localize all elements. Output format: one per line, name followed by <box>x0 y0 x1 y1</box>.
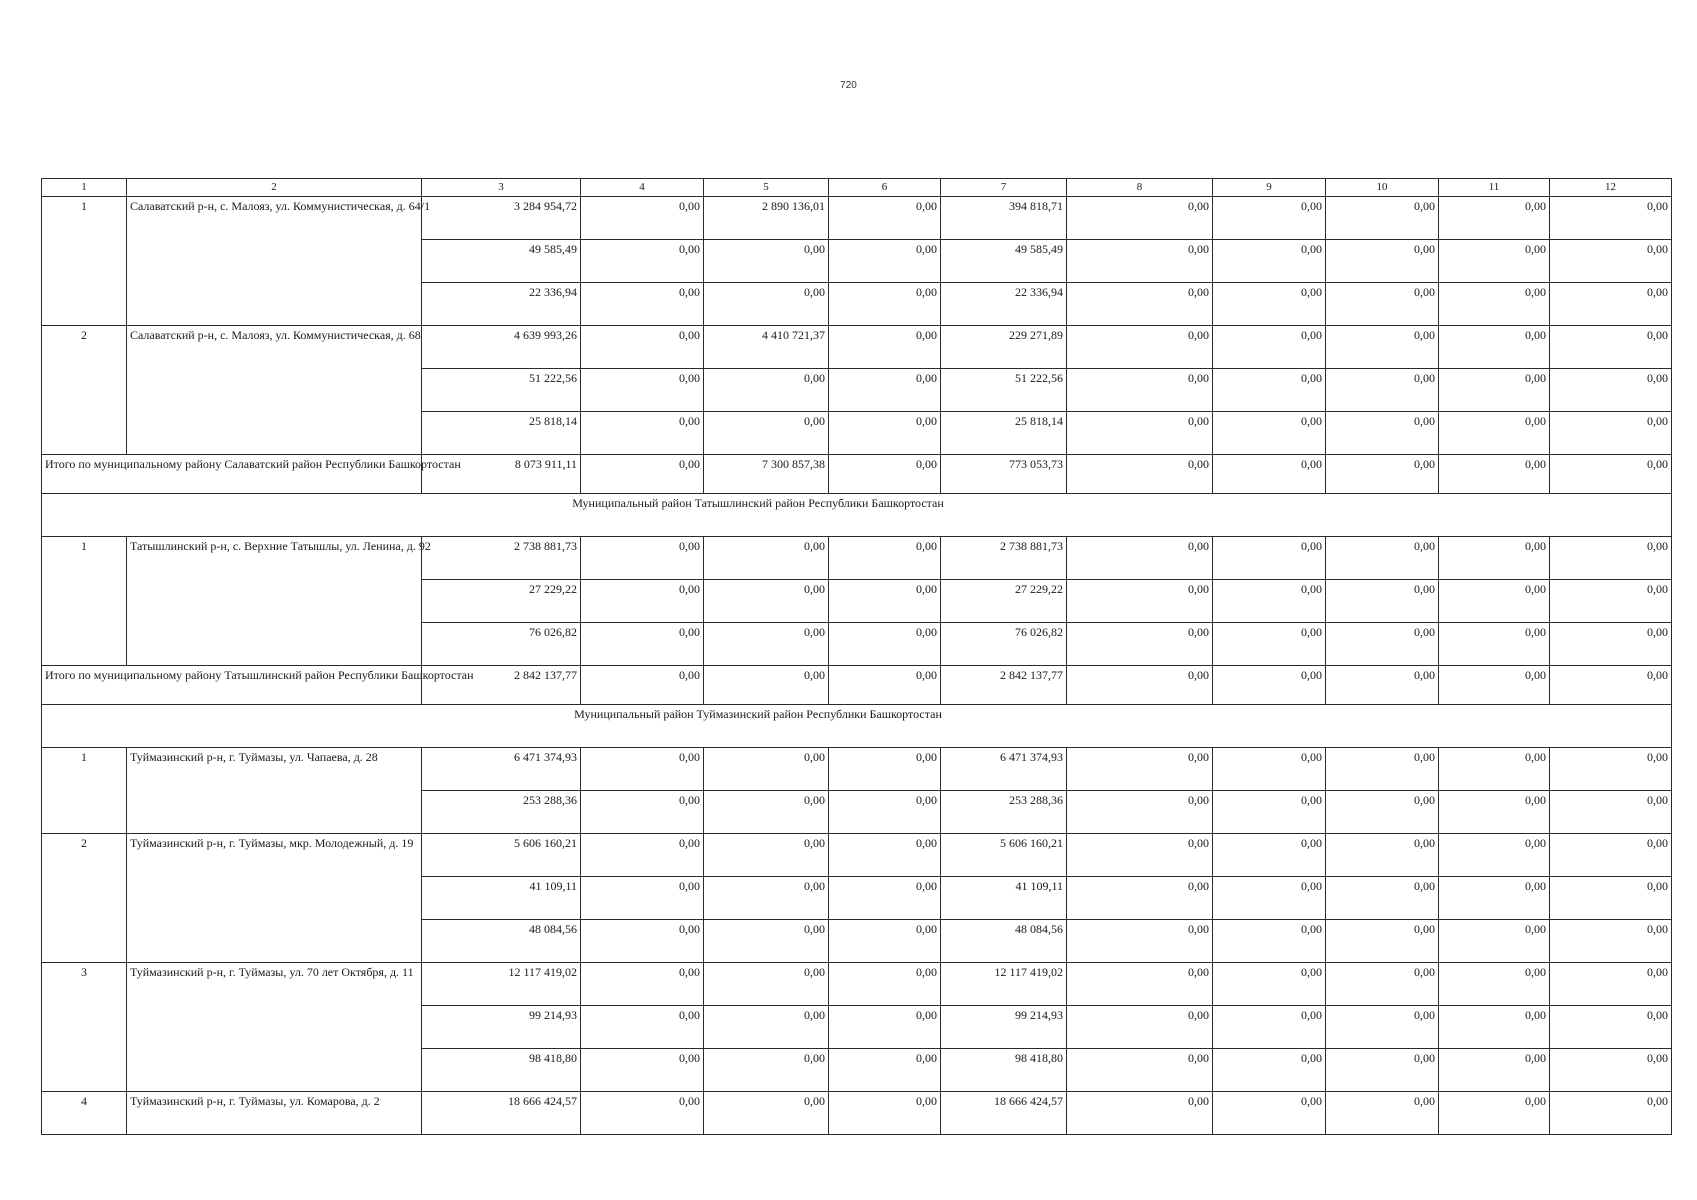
total-value-cell: 0,00 <box>581 666 704 705</box>
value-cell: 0,00 <box>1213 537 1326 580</box>
value-cell: 0,00 <box>704 920 829 963</box>
value-cell: 0,00 <box>1326 369 1439 412</box>
value-cell: 0,00 <box>1213 580 1326 623</box>
total-value-cell: 0,00 <box>1550 666 1672 705</box>
table-row <box>42 748 1672 791</box>
value-cell: 41 109,11 <box>941 877 1067 920</box>
value-cell: 0,00 <box>581 412 704 455</box>
value-cell: 0,00 <box>1439 623 1550 666</box>
column-number-cell: 4 <box>581 179 704 197</box>
object-address: Салаватский р-н, с. Малояз, ул. Коммунистическая, д. 64/1 <box>127 197 422 326</box>
value-cell: 0,00 <box>1550 877 1672 920</box>
value-cell: 0,00 <box>1550 791 1672 834</box>
table-body <box>42 179 1672 1135</box>
value-cell: 25 818,14 <box>941 412 1067 455</box>
value-cell: 0,00 <box>1326 748 1439 791</box>
value-cell: 0,00 <box>829 1092 941 1135</box>
value-cell: 0,00 <box>581 1049 704 1092</box>
value-cell: 0,00 <box>581 623 704 666</box>
value-cell: 0,00 <box>704 1092 829 1135</box>
value-cell: 0,00 <box>1439 834 1550 877</box>
value-cell: 0,00 <box>1067 1006 1213 1049</box>
column-number-cell: 6 <box>829 179 941 197</box>
value-cell: 27 229,22 <box>941 580 1067 623</box>
value-cell: 0,00 <box>1439 326 1550 369</box>
total-value-cell: 0,00 <box>829 455 941 494</box>
value-cell: 0,00 <box>1439 877 1550 920</box>
value-cell: 0,00 <box>1550 963 1672 1006</box>
value-cell: 0,00 <box>1213 283 1326 326</box>
value-cell: 25 818,14 <box>422 412 581 455</box>
value-cell: 0,00 <box>1550 369 1672 412</box>
value-cell: 12 117 419,02 <box>422 963 581 1006</box>
value-cell: 0,00 <box>1067 283 1213 326</box>
value-cell: 5 606 160,21 <box>941 834 1067 877</box>
district-total-row <box>42 455 1672 494</box>
value-cell: 18 666 424,57 <box>941 1092 1067 1135</box>
value-cell: 99 214,93 <box>422 1006 581 1049</box>
object-address: Татышлинский р-н, с. Верхние Татышлы, ул. Ленина, д. 92 <box>127 537 422 666</box>
value-cell: 0,00 <box>704 748 829 791</box>
value-cell: 0,00 <box>1439 1092 1550 1135</box>
value-cell: 0,00 <box>1326 834 1439 877</box>
value-cell: 51 222,56 <box>422 369 581 412</box>
value-cell: 0,00 <box>1067 240 1213 283</box>
value-cell: 0,00 <box>704 877 829 920</box>
value-cell: 0,00 <box>1326 412 1439 455</box>
value-cell: 0,00 <box>829 1049 941 1092</box>
object-address: Туймазинский р-н, г. Туймазы, ул. 70 лет Октября, д. 11 <box>127 963 422 1092</box>
value-cell: 0,00 <box>829 240 941 283</box>
value-cell: 0,00 <box>1550 412 1672 455</box>
column-number-cell: 5 <box>704 179 829 197</box>
value-cell: 4 410 721,37 <box>704 326 829 369</box>
value-cell: 0,00 <box>829 326 941 369</box>
value-cell: 253 288,36 <box>422 791 581 834</box>
value-cell: 253 288,36 <box>941 791 1067 834</box>
value-cell: 0,00 <box>1326 791 1439 834</box>
value-cell: 0,00 <box>1067 920 1213 963</box>
value-cell: 0,00 <box>1326 537 1439 580</box>
value-cell: 0,00 <box>829 963 941 1006</box>
value-cell: 3 284 954,72 <box>422 197 581 240</box>
value-cell: 98 418,80 <box>941 1049 1067 1092</box>
value-cell: 0,00 <box>1067 326 1213 369</box>
district-section-row <box>42 705 1672 748</box>
column-number-cell: 12 <box>1550 179 1672 197</box>
value-cell: 0,00 <box>1067 877 1213 920</box>
value-cell: 0,00 <box>1067 748 1213 791</box>
value-cell: 0,00 <box>1439 240 1550 283</box>
value-cell: 0,00 <box>829 197 941 240</box>
value-cell: 0,00 <box>1439 580 1550 623</box>
value-cell: 0,00 <box>1326 1006 1439 1049</box>
value-cell: 98 418,80 <box>422 1049 581 1092</box>
value-cell: 0,00 <box>1550 1049 1672 1092</box>
value-cell: 0,00 <box>704 1049 829 1092</box>
table-row <box>42 1092 1672 1135</box>
value-cell: 6 471 374,93 <box>422 748 581 791</box>
value-cell: 0,00 <box>1550 326 1672 369</box>
district-section-title: Муниципальный район Туймазинский район Республики Башкортостан <box>42 705 1672 748</box>
value-cell: 0,00 <box>1213 623 1326 666</box>
table-row <box>42 326 1672 369</box>
district-section-row <box>42 494 1672 537</box>
district-total-label: Итого по муниципальному району Татышлинский район Республики Башкортостан <box>42 666 422 705</box>
object-index: 1 <box>42 197 127 326</box>
value-cell: 0,00 <box>829 369 941 412</box>
value-cell: 0,00 <box>1550 197 1672 240</box>
value-cell: 0,00 <box>1213 748 1326 791</box>
total-value-cell: 0,00 <box>1067 666 1213 705</box>
value-cell: 0,00 <box>704 1006 829 1049</box>
object-address: Салаватский р-н, с. Малояз, ул. Коммунистическая, д. 68 <box>127 326 422 455</box>
value-cell: 0,00 <box>1213 920 1326 963</box>
total-value-cell: 2 842 137,77 <box>941 666 1067 705</box>
value-cell: 49 585,49 <box>941 240 1067 283</box>
value-cell: 41 109,11 <box>422 877 581 920</box>
value-cell: 0,00 <box>1067 1092 1213 1135</box>
district-total-label: Итого по муниципальному району Салаватский район Республики Башкортостан <box>42 455 422 494</box>
total-value-cell: 0,00 <box>829 666 941 705</box>
value-cell: 0,00 <box>1439 197 1550 240</box>
value-cell: 12 117 419,02 <box>941 963 1067 1006</box>
value-cell: 0,00 <box>829 791 941 834</box>
value-cell: 0,00 <box>1067 791 1213 834</box>
total-value-cell: 0,00 <box>1326 666 1439 705</box>
value-cell: 0,00 <box>1550 1092 1672 1135</box>
value-cell: 0,00 <box>1550 537 1672 580</box>
value-cell: 0,00 <box>1213 197 1326 240</box>
column-number-row <box>42 179 1672 197</box>
value-cell: 0,00 <box>581 580 704 623</box>
value-cell: 229 271,89 <box>941 326 1067 369</box>
value-cell: 0,00 <box>1326 963 1439 1006</box>
district-section-title: Муниципальный район Татышлинский район Республики Башкортостан <box>42 494 1672 537</box>
value-cell: 0,00 <box>829 748 941 791</box>
object-address: Туймазинский р-н, г. Туймазы, ул. Чапаева, д. 28 <box>127 748 422 834</box>
value-cell: 22 336,94 <box>941 283 1067 326</box>
value-cell: 51 222,56 <box>941 369 1067 412</box>
column-number-cell: 8 <box>1067 179 1213 197</box>
page-number: 720 <box>840 80 857 91</box>
value-cell: 0,00 <box>704 283 829 326</box>
value-cell: 0,00 <box>1326 197 1439 240</box>
value-cell: 0,00 <box>1213 834 1326 877</box>
value-cell: 0,00 <box>1213 369 1326 412</box>
value-cell: 0,00 <box>581 877 704 920</box>
object-index: 3 <box>42 963 127 1092</box>
column-number-cell: 7 <box>941 179 1067 197</box>
total-value-cell: 0,00 <box>1550 455 1672 494</box>
value-cell: 0,00 <box>1213 791 1326 834</box>
value-cell: 0,00 <box>704 537 829 580</box>
value-cell: 0,00 <box>704 412 829 455</box>
value-cell: 0,00 <box>1213 412 1326 455</box>
value-cell: 0,00 <box>704 834 829 877</box>
value-cell: 0,00 <box>1550 283 1672 326</box>
value-cell: 0,00 <box>581 748 704 791</box>
value-cell: 0,00 <box>1439 537 1550 580</box>
value-cell: 0,00 <box>829 580 941 623</box>
value-cell: 0,00 <box>581 537 704 580</box>
value-cell: 0,00 <box>581 1006 704 1049</box>
value-cell: 0,00 <box>1213 1006 1326 1049</box>
value-cell: 0,00 <box>829 412 941 455</box>
object-address: Туймазинский р-н, г. Туймазы, ул. Комарова, д. 2 <box>127 1092 422 1135</box>
total-value-cell: 0,00 <box>1213 455 1326 494</box>
value-cell: 76 026,82 <box>941 623 1067 666</box>
value-cell: 0,00 <box>581 791 704 834</box>
value-cell: 0,00 <box>1213 1092 1326 1135</box>
value-cell: 0,00 <box>581 283 704 326</box>
value-cell: 0,00 <box>1439 963 1550 1006</box>
value-cell: 0,00 <box>829 920 941 963</box>
value-cell: 0,00 <box>1550 623 1672 666</box>
table-row <box>42 963 1672 1006</box>
value-cell: 0,00 <box>1067 412 1213 455</box>
value-cell: 0,00 <box>581 834 704 877</box>
value-cell: 0,00 <box>1213 877 1326 920</box>
value-cell: 0,00 <box>704 240 829 283</box>
district-total-row <box>42 666 1672 705</box>
value-cell: 0,00 <box>1550 834 1672 877</box>
value-cell: 0,00 <box>1326 920 1439 963</box>
register-table <box>41 178 1672 1135</box>
value-cell: 0,00 <box>829 623 941 666</box>
value-cell: 0,00 <box>1550 1006 1672 1049</box>
total-value-cell: 0,00 <box>1213 666 1326 705</box>
value-cell: 0,00 <box>704 580 829 623</box>
value-cell: 0,00 <box>829 1006 941 1049</box>
value-cell: 0,00 <box>581 1092 704 1135</box>
value-cell: 0,00 <box>1213 240 1326 283</box>
value-cell: 0,00 <box>704 791 829 834</box>
total-value-cell: 0,00 <box>1439 666 1550 705</box>
value-cell: 394 818,71 <box>941 197 1067 240</box>
value-cell: 2 890 136,01 <box>704 197 829 240</box>
value-cell: 49 585,49 <box>422 240 581 283</box>
total-value-cell: 773 053,73 <box>941 455 1067 494</box>
value-cell: 0,00 <box>704 623 829 666</box>
value-cell: 0,00 <box>1326 240 1439 283</box>
value-cell: 0,00 <box>1326 623 1439 666</box>
table-row <box>42 834 1672 877</box>
value-cell: 0,00 <box>1439 748 1550 791</box>
value-cell: 2 738 881,73 <box>422 537 581 580</box>
value-cell: 5 606 160,21 <box>422 834 581 877</box>
value-cell: 0,00 <box>1213 963 1326 1006</box>
value-cell: 0,00 <box>829 537 941 580</box>
value-cell: 0,00 <box>1213 1049 1326 1092</box>
value-cell: 0,00 <box>1439 412 1550 455</box>
value-cell: 0,00 <box>1439 369 1550 412</box>
value-cell: 0,00 <box>1326 283 1439 326</box>
object-index: 2 <box>42 834 127 963</box>
total-value-cell: 0,00 <box>1439 455 1550 494</box>
value-cell: 2 738 881,73 <box>941 537 1067 580</box>
total-value-cell: 8 073 911,11 <box>422 455 581 494</box>
value-cell: 0,00 <box>1439 791 1550 834</box>
value-cell: 0,00 <box>1439 1049 1550 1092</box>
table-row <box>42 197 1672 240</box>
value-cell: 0,00 <box>1550 240 1672 283</box>
table-row <box>42 537 1672 580</box>
value-cell: 0,00 <box>581 963 704 1006</box>
value-cell: 99 214,93 <box>941 1006 1067 1049</box>
value-cell: 0,00 <box>1067 580 1213 623</box>
value-cell: 0,00 <box>1326 1092 1439 1135</box>
value-cell: 0,00 <box>581 369 704 412</box>
total-value-cell: 0,00 <box>1326 455 1439 494</box>
value-cell: 0,00 <box>829 283 941 326</box>
value-cell: 48 084,56 <box>941 920 1067 963</box>
value-cell: 0,00 <box>1067 834 1213 877</box>
total-value-cell: 0,00 <box>1067 455 1213 494</box>
value-cell: 27 229,22 <box>422 580 581 623</box>
value-cell: 0,00 <box>1326 877 1439 920</box>
total-value-cell: 2 842 137,77 <box>422 666 581 705</box>
value-cell: 18 666 424,57 <box>422 1092 581 1135</box>
total-value-cell: 7 300 857,38 <box>704 455 829 494</box>
value-cell: 0,00 <box>1550 580 1672 623</box>
column-number-cell: 2 <box>127 179 422 197</box>
value-cell: 0,00 <box>1067 963 1213 1006</box>
object-index: 4 <box>42 1092 127 1135</box>
value-cell: 0,00 <box>581 240 704 283</box>
value-cell: 0,00 <box>704 963 829 1006</box>
value-cell: 0,00 <box>704 369 829 412</box>
value-cell: 6 471 374,93 <box>941 748 1067 791</box>
total-value-cell: 0,00 <box>704 666 829 705</box>
object-address: Туймазинский р-н, г. Туймазы, мкр. Молодежный, д. 19 <box>127 834 422 963</box>
value-cell: 0,00 <box>581 920 704 963</box>
column-number-cell: 1 <box>42 179 127 197</box>
value-cell: 0,00 <box>1439 283 1550 326</box>
value-cell: 0,00 <box>1326 1049 1439 1092</box>
value-cell: 0,00 <box>1067 369 1213 412</box>
value-cell: 0,00 <box>1326 580 1439 623</box>
value-cell: 0,00 <box>1550 748 1672 791</box>
value-cell: 22 336,94 <box>422 283 581 326</box>
value-cell: 0,00 <box>1213 326 1326 369</box>
value-cell: 0,00 <box>1067 537 1213 580</box>
value-cell: 0,00 <box>829 877 941 920</box>
total-value-cell: 0,00 <box>581 455 704 494</box>
value-cell: 0,00 <box>1550 920 1672 963</box>
value-cell: 0,00 <box>1439 920 1550 963</box>
value-cell: 0,00 <box>1326 326 1439 369</box>
value-cell: 0,00 <box>581 326 704 369</box>
value-cell: 0,00 <box>829 834 941 877</box>
value-cell: 4 639 993,26 <box>422 326 581 369</box>
value-cell: 76 026,82 <box>422 623 581 666</box>
value-cell: 0,00 <box>1067 623 1213 666</box>
value-cell: 0,00 <box>1439 1006 1550 1049</box>
object-index: 1 <box>42 748 127 834</box>
object-index: 1 <box>42 537 127 666</box>
value-cell: 0,00 <box>1067 197 1213 240</box>
object-index: 2 <box>42 326 127 455</box>
column-number-cell: 3 <box>422 179 581 197</box>
value-cell: 48 084,56 <box>422 920 581 963</box>
value-cell: 0,00 <box>581 197 704 240</box>
column-number-cell: 11 <box>1439 179 1550 197</box>
column-number-cell: 10 <box>1326 179 1439 197</box>
column-number-cell: 9 <box>1213 179 1326 197</box>
value-cell: 0,00 <box>1067 1049 1213 1092</box>
